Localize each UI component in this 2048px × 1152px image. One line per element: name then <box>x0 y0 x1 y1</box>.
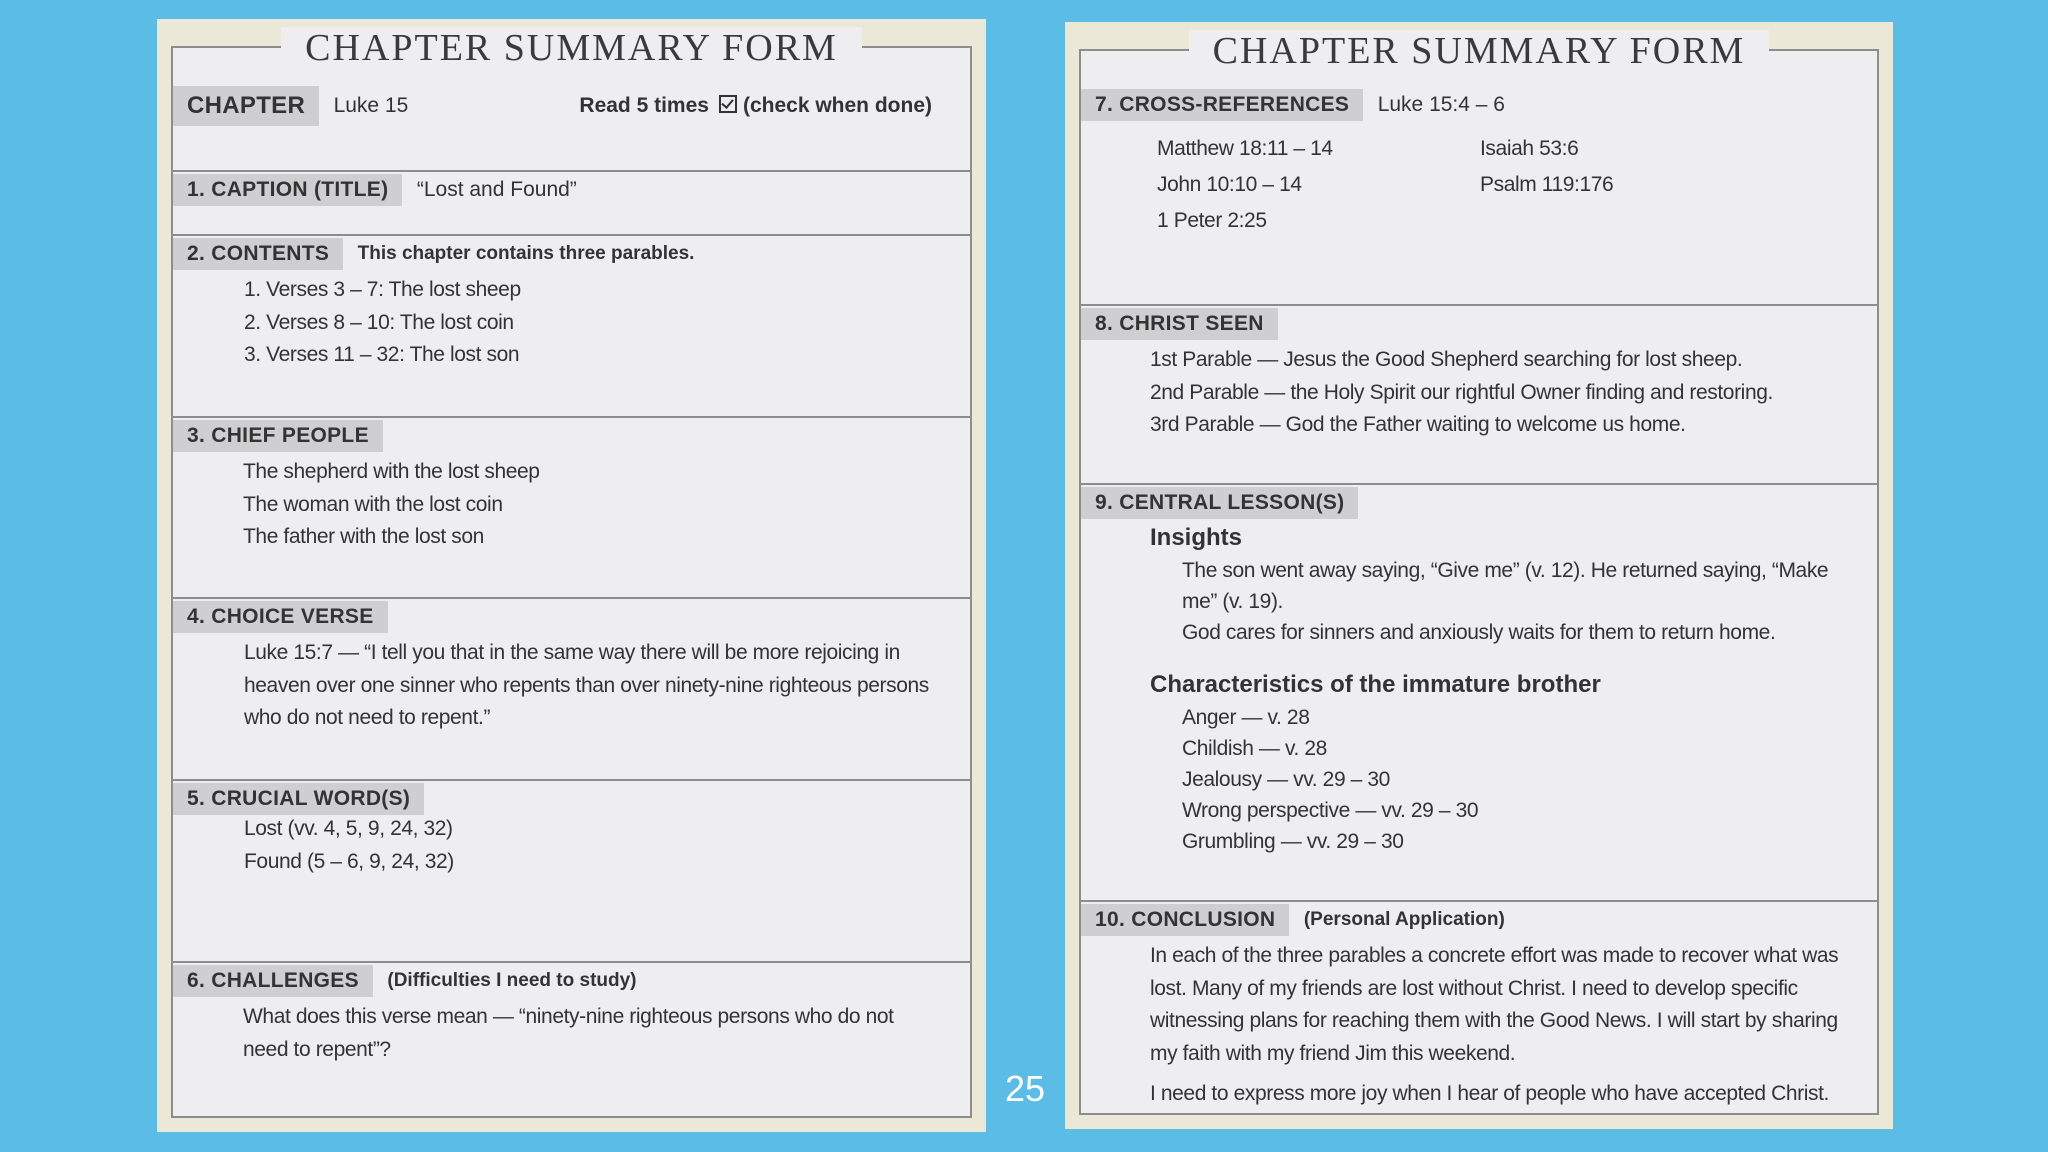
chief-people-list <box>243 456 970 554</box>
list-item: Wrong perspective — vv. 29 – 30 <box>1182 799 1479 822</box>
caption-label: 1. CAPTION (TITLE) <box>173 174 402 206</box>
brother-list <box>1182 702 1877 857</box>
section-crucial-words <box>173 779 970 961</box>
conclusion-label: 10. CONCLUSION <box>1081 904 1289 936</box>
cross-references-value: Luke 15:4 – 6 <box>1377 93 1505 116</box>
cross-references-label: 7. CROSS-REFERENCES <box>1081 89 1363 121</box>
christ-seen-list <box>1150 344 1877 442</box>
contents-label: 2. CONTENTS <box>173 238 343 270</box>
crucial-words-list <box>244 813 970 878</box>
right-form-page <box>1065 22 1893 1129</box>
insights-heading: Insights <box>1150 524 1243 551</box>
cross-references-col-2 <box>1480 131 1613 203</box>
section-contents <box>173 234 970 416</box>
page-number: 25 <box>1005 1068 1046 1109</box>
challenges-label: 6. CHALLENGES <box>173 965 373 997</box>
list-item: Childish — v. 28 <box>1182 737 1327 760</box>
choice-verse-label: 4. CHOICE VERSE <box>173 601 388 633</box>
list-item: Anger — v. 28 <box>1182 706 1310 729</box>
read-times <box>579 86 932 126</box>
list-item: Isaiah 53:6 <box>1480 137 1579 160</box>
list-item: Lost (vv. 4, 5, 9, 24, 32) <box>244 817 453 840</box>
right-form-title: CHAPTER SUMMARY FORM <box>1081 29 1877 73</box>
cross-references-grid <box>1081 131 1877 241</box>
chapter-value: Luke 15 <box>333 94 409 117</box>
list-item: John 10:10 – 14 <box>1157 173 1302 196</box>
insights-text: The son went away saying, “Give me” (v. 12). He returned saying, “Make me” (v. 19). God cares for sinners and anxiously waits for them to return home. <box>1182 559 1829 644</box>
choice-verse-text: Luke 15:7 — “I tell you that in the same way there will be more rejoicing in heaven over one sinner who repents than over ninety-nine righteous persons who do not need to repent.” <box>244 641 929 729</box>
check-when-done-label: (check when done) <box>742 94 932 117</box>
section-central-lessons <box>1081 483 1877 900</box>
christ-seen-label: 8. CHRIST SEEN <box>1081 308 1278 340</box>
list-item: The father with the lost son <box>243 525 484 548</box>
section-chief-people <box>173 416 970 598</box>
conclusion-note: (Personal Application) <box>1303 909 1505 930</box>
list-item: Jealousy — vv. 29 – 30 <box>1182 768 1390 791</box>
list-item: 1. Verses 3 – 7: The lost sheep <box>244 278 521 301</box>
conclusion-text: In each of the three parables a concrete effort was made to recover what was lost. Many of my friends are lost without Christ. I need to develop specific witnessing plans for reaching them with the Good News. I will start by sharing my faith with my friend Jim this weekend. I need to express more joy when I hear of people who have accepted Christ. <box>1150 944 1839 1105</box>
list-item: 1st Parable — Jesus the Good Shepherd searching for lost sheep. <box>1150 348 1743 371</box>
list-item: Psalm 119:176 <box>1480 173 1614 196</box>
section-caption <box>173 170 970 234</box>
left-form-title: CHAPTER SUMMARY FORM <box>173 26 970 70</box>
checkbox-icon[interactable] <box>719 95 737 113</box>
central-lessons-label: 9. CENTRAL LESSON(S) <box>1081 487 1358 519</box>
list-item: Found (5 – 6, 9, 24, 32) <box>244 849 454 873</box>
section-conclusion <box>1081 900 1877 1117</box>
list-item: Matthew 18:11 – 14 <box>1157 137 1333 160</box>
list-item: Grumbling — vv. 29 – 30 <box>1182 830 1404 853</box>
right-form-sheet <box>1079 30 1879 1115</box>
left-form-sheet <box>171 27 972 1118</box>
list-item: 3. Verses 11 – 32: The lost son <box>244 343 520 366</box>
list-item: 1 Peter 2:25 <box>1157 209 1267 232</box>
list-item: 2nd Parable — the Holy Spirit our rightful Owner finding and restoring. <box>1150 380 1773 404</box>
left-form-page <box>157 19 986 1132</box>
contents-list <box>244 274 970 372</box>
caption-value: “Lost and Found” <box>416 178 577 201</box>
section-challenges <box>173 961 970 1113</box>
contents-intro: This chapter contains three parables. <box>357 243 695 264</box>
list-item: The shepherd with the lost sheep <box>243 460 540 483</box>
section-cross-references <box>1081 89 1877 279</box>
crucial-words-label: 5. CRUCIAL WORD(S) <box>173 783 424 815</box>
challenges-note: (Difficulties I need to study) <box>387 970 637 991</box>
list-item: 3rd Parable — God the Father waiting to welcome us home. <box>1150 413 1686 436</box>
section-christ-seen <box>1081 304 1877 484</box>
chief-people-label: 3. CHIEF PEOPLE <box>173 420 383 452</box>
section-choice-verse <box>173 597 970 779</box>
list-item: 2. Verses 8 – 10: The lost coin <box>244 310 514 334</box>
list-item: The woman with the lost coin <box>243 492 503 516</box>
brother-heading: Characteristics of the immature brother <box>1150 671 1601 698</box>
read-times-label: Read 5 times <box>579 94 709 117</box>
insights-block <box>1150 521 1877 857</box>
chapter-label: CHAPTER <box>173 86 319 126</box>
cross-references-col-1 <box>1157 131 1333 239</box>
challenges-text: What does this verse mean — “ninety-nine righteous persons who do not need to repent”? <box>243 1005 894 1061</box>
